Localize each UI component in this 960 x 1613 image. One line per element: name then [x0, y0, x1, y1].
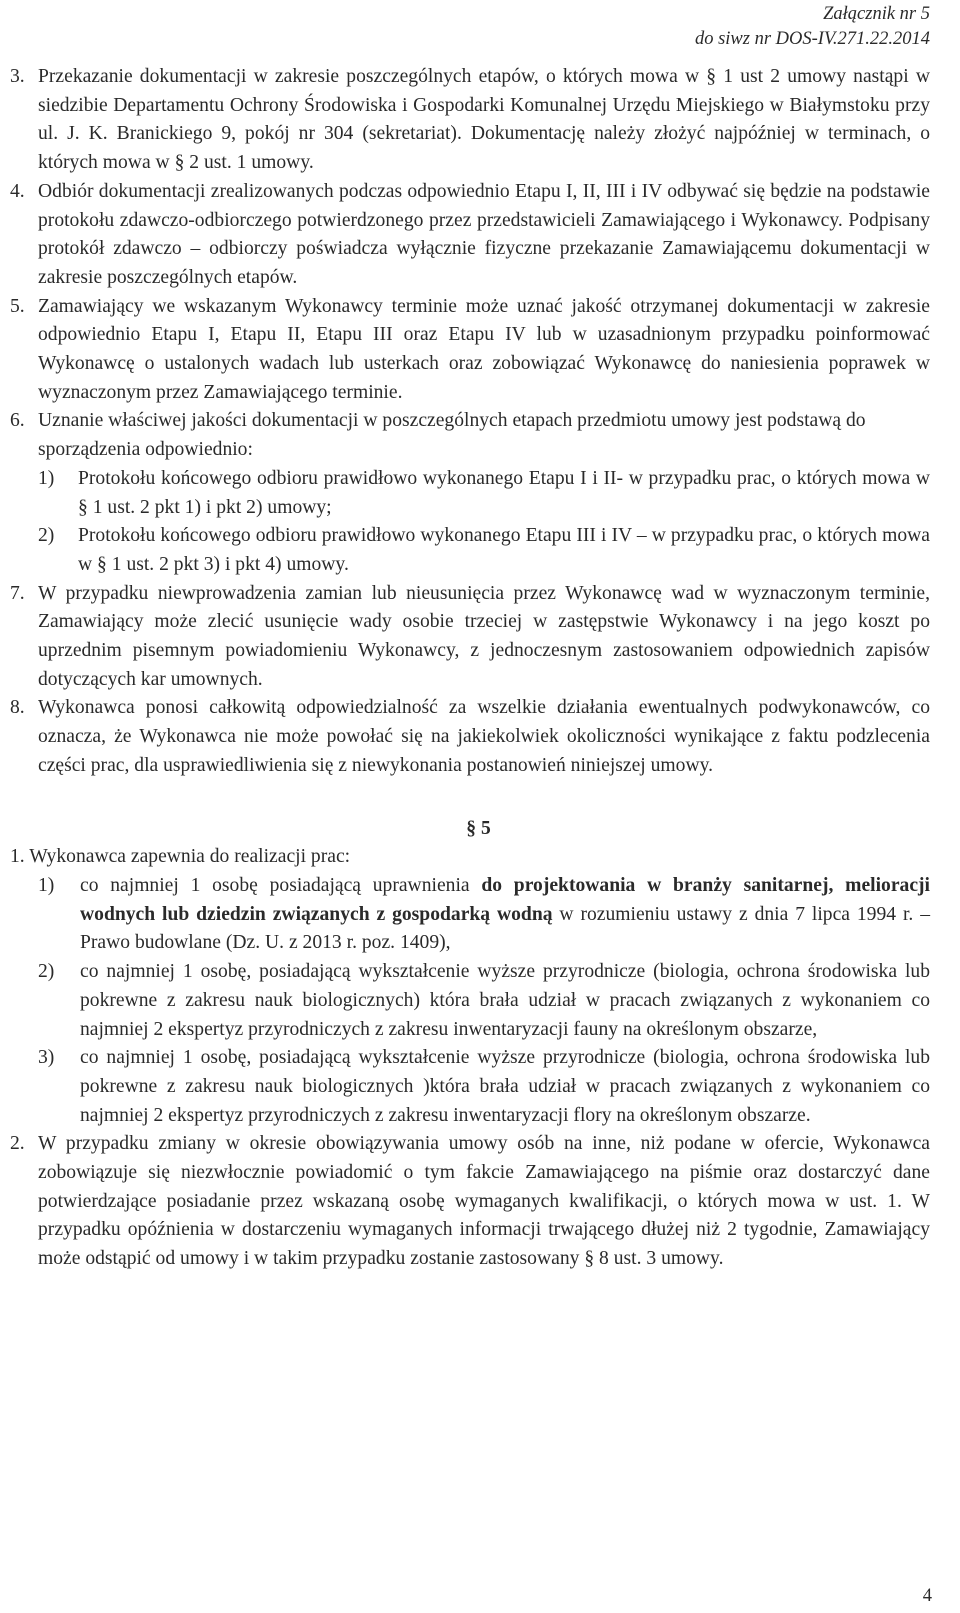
- requirement-text-start: co najmniej 1 osobę posiadającą uprawnienia: [80, 874, 482, 896]
- sub-item-text: Protokołu końcowego odbioru prawidłowo wykonanego Etapu I i II- w przypadku prac, o których mowa w § 1 ust. 2 pkt 1) i pkt 2) umowy;: [78, 467, 930, 518]
- page-number: 4: [922, 1586, 932, 1607]
- paragraph-number: 7.: [10, 582, 25, 604]
- section-5-point-1-list: [10, 872, 930, 1130]
- document-body: [10, 63, 930, 1274]
- reference-number: do siwz nr DOS-IV.271.22.2014: [694, 29, 930, 49]
- paragraph-text: W przypadku zmiany w okresie obowiązywania umowy osób na inne, niż podane w ofercie, Wykonawca zobowiązuje się niezwłocznie powiadomić o tym fakcie Zamawiającego na piśmie oraz dostarczyć dane potwierdzające posiadanie przez wskazaną osobę wymaganych kwalifikacji, o których mowa w ust. 1. W przypadku opóźnienia w dostarczeniu wymaganych informacji trwającego dłużej niż 2 tygodnie, Zamawiający może odstąpić od umowy i w takim przypadku zostanie zastosowany § 8 ust. 3 umowy.: [38, 1133, 930, 1270]
- paragraph-body: [38, 407, 930, 579]
- sub-item-text: Protokołu końcowego odbioru prawidłowo wykonanego Etapu III i IV – w przypadku prac, o których mowa w § 1 ust. 2 pkt 3) i pkt 4) umowy.: [78, 525, 930, 575]
- requirement-1: [38, 872, 930, 958]
- requirement-2: [38, 958, 930, 1044]
- paragraph-text: Wykonawca ponosi całkowitą odpowiedzialność za wszelkie działania ewentualnych podwykonawców, co oznacza, że Wykonawca nie może powołać się na jakiekolwiek okoliczności wynikające z faktu podzlecenia części prac, dla usprawiedliwienia się z niewykonania postanowień niniejszej umowy.: [38, 697, 930, 776]
- requirement-text: [80, 872, 930, 958]
- paragraph-number: 8.: [10, 697, 25, 719]
- requirement-number: 1): [38, 874, 55, 896]
- section-5-point-2: [10, 1130, 930, 1274]
- requirement-number: 3): [38, 1047, 55, 1069]
- paragraph-5: [10, 293, 930, 408]
- paragraph-text: Uznanie właściwej jakości dokumentacji w poszczególnych etapach przedmiotu umowy jest podstawą do sporządzenia odpowiednio:: [38, 410, 866, 461]
- requirement-text-bold: do projektowania w branży sanitarnej, melioracji wodnych lub dziedzin związanych z gospodarką wodną: [80, 874, 930, 925]
- paragraph-number: 6.: [10, 410, 25, 432]
- paragraph-number: 5.: [10, 295, 25, 317]
- section-5-heading: § 5: [466, 817, 491, 839]
- sub-item-number: 1): [38, 467, 55, 489]
- sub-item-2: [38, 522, 930, 579]
- paragraph-6: [10, 407, 930, 579]
- paragraph-7: [10, 580, 930, 695]
- sub-item-1: [38, 465, 930, 522]
- paragraph-number: 3.: [10, 66, 25, 87]
- paragraph-text: Odbiór dokumentacji zrealizowanych podczas odpowiednio Etapu I, II, III i IV odbywać się będzie na podstawie protokołu zdawczo-odbiorczego potwierdzonego przez przedstawicieli Zamawiającego i Wykonawcy. Podpisany protokół zdawczo – odbiorczy poświadcza wyłącznie fizyczne przekazanie Zamawiającemu dokumentacji w zakresie poszczególnych etapów.: [38, 180, 930, 288]
- requirement-text-end: w rozumieniu ustawy z dnia 7 lipca 1994 r. – Prawo budowlane (Dz. U. z 2013 r. poz. 1409),: [80, 903, 930, 954]
- paragraph-8: [10, 694, 930, 780]
- sub-item-number: 2): [38, 525, 55, 547]
- paragraph-text: W przypadku niewprowadzenia zamian lub nieusunięcia przez Wykonawcę wad w wyznaczonym terminie, Zamawiający może zlecić usunięcie wady osobie trzeciej w zastępstwie Wykonawcy i na jego koszt po uprzednim pisemnym powiadomieniu Wykonawcy, z jednoczesnym zastosowaniem odpowiednich zapisów dotyczących kar umownych.: [38, 582, 930, 690]
- document-header: [695, 2, 930, 52]
- requirement-text: co najmniej 1 osobę, posiadającą wykształcenie wyższe przyrodnicze (biologia, ochrona środowiska lub pokrewne z zakresu nauk biologicznych )która brała udział w pracach związanych z wykonaniem co najmniej 2 ekspertyz przyrodniczych z zakresu inwentaryzacji flory na określonym obszarze.: [80, 1047, 930, 1126]
- paragraph-3: [10, 63, 930, 178]
- paragraph-4: [10, 178, 930, 293]
- requirement-number: 2): [38, 961, 55, 983]
- section-5-point-1-intro: 1. Wykonawca zapewnia do realizacji prac:: [10, 846, 351, 868]
- paragraph-number: 2.: [10, 1133, 25, 1155]
- paragraph-text: Zamawiający we wskazanym Wykonawcy terminie może uznać jakość otrzymanej dokumentacji w zakresie odpowiednio Etapu I, Etapu II, Etapu III oraz Etapu IV lub w uzasadnionym przypadku poinformować Wykonawcę o ustalonych wadach lub usterkach oraz zobowiązać Wykonawcę do naniesienia poprawek w wyznaczonym przez Zamawiającego terminie.: [38, 295, 930, 403]
- attachment-label: Załącznik nr 5: [823, 4, 930, 24]
- requirement-text: co najmniej 1 osobę, posiadającą wykształcenie wyższe przyrodnicze (biologia, ochrona środowiska lub pokrewne z zakresu nauk biologicznych) która brała udział w pracach związanych z wykonaniem co najmniej 2 ekspertyz przyrodniczych z zakresu inwentaryzacji fauny na określonym obszarze,: [80, 961, 930, 1040]
- paragraph-number: 4.: [10, 180, 25, 202]
- paragraph-text: Przekazanie dokumentacji w zakresie poszczególnych etapów, o których mowa w § 1 ust 2 umowy nastąpi w siedzibie Departamentu Ochrony Środowiska i Gospodarki Komunalnej Urzędu Miejskiego w Białymstoku przy ul. J. K. Branickiego 9, pokój nr 304 (sekretariat). Dokumentację należy złożyć najpóźniej w terminach, o których mowa w § 2 ust. 1 umowy.: [38, 66, 930, 174]
- requirement-3: [38, 1044, 930, 1130]
